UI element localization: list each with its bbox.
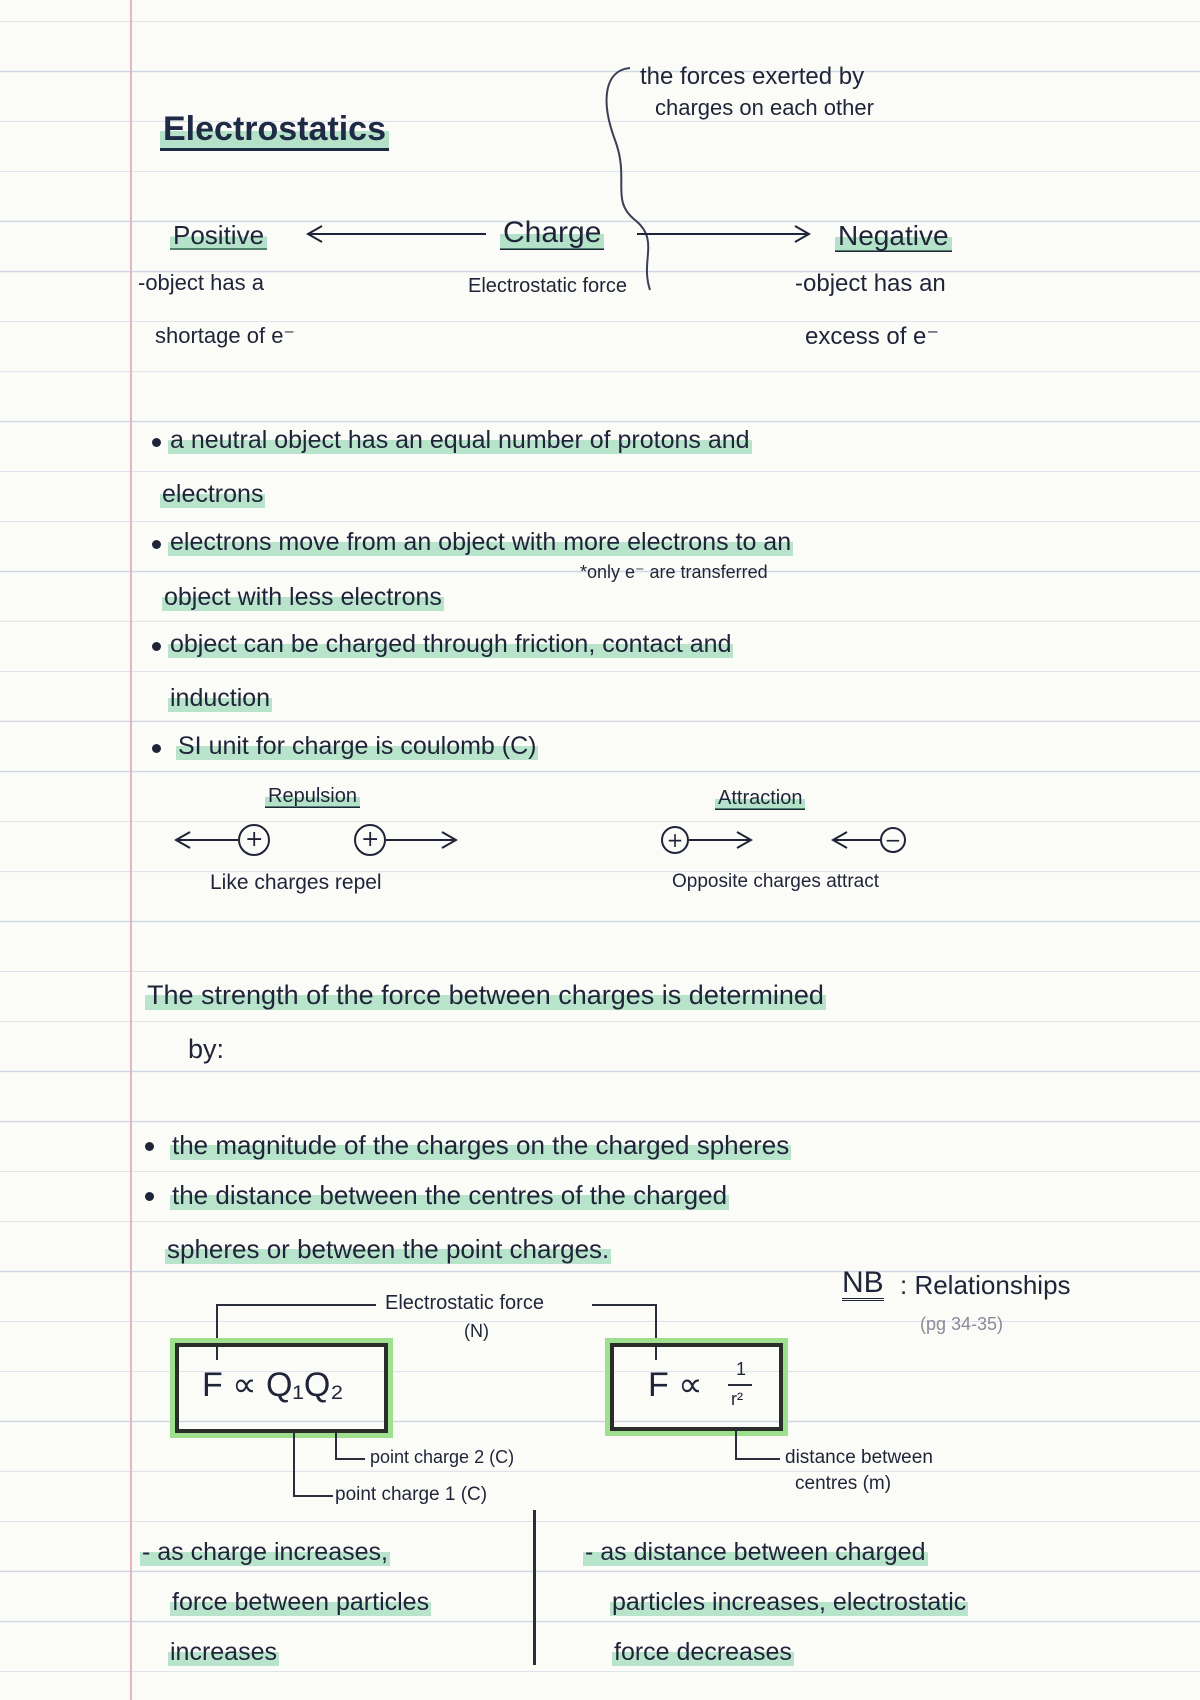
- plus-sign: +: [361, 827, 380, 852]
- negative-desc-2: excess of e⁻: [805, 323, 940, 350]
- conclusion-left-1: - as charge increases,: [142, 1538, 388, 1566]
- leader-line: [293, 1495, 333, 1497]
- bullet-2-line1: electrons move from an object with more electrons to an: [170, 528, 792, 556]
- attraction-title: Attraction: [715, 788, 805, 810]
- nb-text: : Relationships: [900, 1270, 1071, 1300]
- attraction-diagram: [655, 818, 915, 862]
- force-unit: (N): [464, 1321, 489, 1341]
- formula-distance-numerator: 1: [736, 1359, 747, 1379]
- minus-sign: −: [884, 828, 902, 852]
- r-label-2: centres (m): [795, 1473, 892, 1494]
- formula-distance-denominator: r²: [731, 1389, 743, 1409]
- leader-line: [735, 1458, 780, 1460]
- strength-line1: The strength of the force between charges is determined: [147, 980, 824, 1010]
- bullet-dot: [152, 540, 161, 549]
- repulsion-caption: Like charges repel: [210, 871, 382, 894]
- conclusion-right-1: - as distance between charged: [585, 1538, 926, 1566]
- q1-label: point charge 1 (C): [335, 1484, 488, 1505]
- positive-heading: Positive: [170, 222, 267, 250]
- top-note-line1: the forces exerted by: [640, 63, 865, 90]
- leader-line: [735, 1429, 737, 1459]
- conclusion-left-3: increases: [170, 1638, 277, 1666]
- repulsion-title: Repulsion: [265, 786, 360, 808]
- strength-bullet-2-line2: spheres or between the point charges.: [167, 1234, 610, 1264]
- r-label-1: distance between: [785, 1447, 933, 1468]
- plus-sign: +: [666, 828, 684, 852]
- bullet-4-line1: SI unit for charge is coulomb (C): [178, 732, 537, 760]
- conclusion-left-2: force between particles: [172, 1588, 430, 1616]
- strength-bullet-2-line1: the distance between the centres of the charged: [172, 1180, 728, 1210]
- leader-line: [592, 1304, 656, 1306]
- charge-heading: Charge: [500, 218, 604, 250]
- bullet-3-line1: object can be charged through friction, contact and: [170, 630, 732, 658]
- electrostatic-force-label: Electrostatic force: [468, 275, 627, 297]
- conclusion-right-3: force decreases: [614, 1638, 792, 1666]
- strength-bullet-1: the magnitude of the charges on the charged spheres: [172, 1130, 790, 1160]
- q2-label: point charge 2 (C): [370, 1447, 515, 1467]
- bullet-dot: [152, 642, 161, 651]
- fraction-bar: [728, 1384, 752, 1386]
- bullet-1-line2: electrons: [162, 480, 264, 508]
- bullet-dot: [152, 438, 161, 447]
- force-label: Electrostatic force: [385, 1292, 544, 1314]
- formula-charge: F ∝ Q₁Q₂: [202, 1366, 344, 1404]
- positive-desc-2: shortage of e⁻: [155, 323, 296, 348]
- margin-line: [130, 0, 132, 1700]
- bullet-dot: [145, 1142, 154, 1151]
- arrow-left-icon: [300, 222, 490, 246]
- attraction-caption: Opposite charges attract: [672, 871, 879, 892]
- repulsion-diagram: [170, 818, 470, 862]
- leader-line: [335, 1458, 365, 1460]
- negative-desc-1: -object has an: [795, 270, 946, 297]
- nb-page: (pg 34-35): [920, 1314, 1004, 1334]
- column-divider: [533, 1510, 536, 1665]
- top-note-line2: charges on each other: [655, 95, 874, 120]
- bullet-2-note: *only e⁻ are transferred: [580, 562, 768, 582]
- bullet-3-line2: induction: [170, 684, 271, 712]
- arrow-right-icon: [635, 222, 815, 246]
- leader-line: [335, 1431, 337, 1459]
- leader-line: [216, 1304, 376, 1306]
- positive-desc-1: -object has a: [138, 270, 264, 295]
- strength-line2: by:: [188, 1034, 225, 1064]
- page-title: Electrostatics: [160, 112, 389, 151]
- leader-line: [293, 1431, 295, 1496]
- nb-label: NB: [842, 1266, 884, 1299]
- bullet-1-line1: a neutral object has an equal number of protons and: [170, 426, 750, 454]
- conclusion-right-2: particles increases, electrostatic: [612, 1588, 967, 1616]
- bullet-dot: [152, 744, 161, 753]
- bullet-2-line2: object with less electrons: [164, 583, 442, 611]
- negative-heading: Negative: [835, 222, 952, 252]
- plus-sign: +: [245, 827, 264, 852]
- formula-distance-left: F ∝: [648, 1366, 703, 1404]
- bullet-dot: [145, 1192, 154, 1201]
